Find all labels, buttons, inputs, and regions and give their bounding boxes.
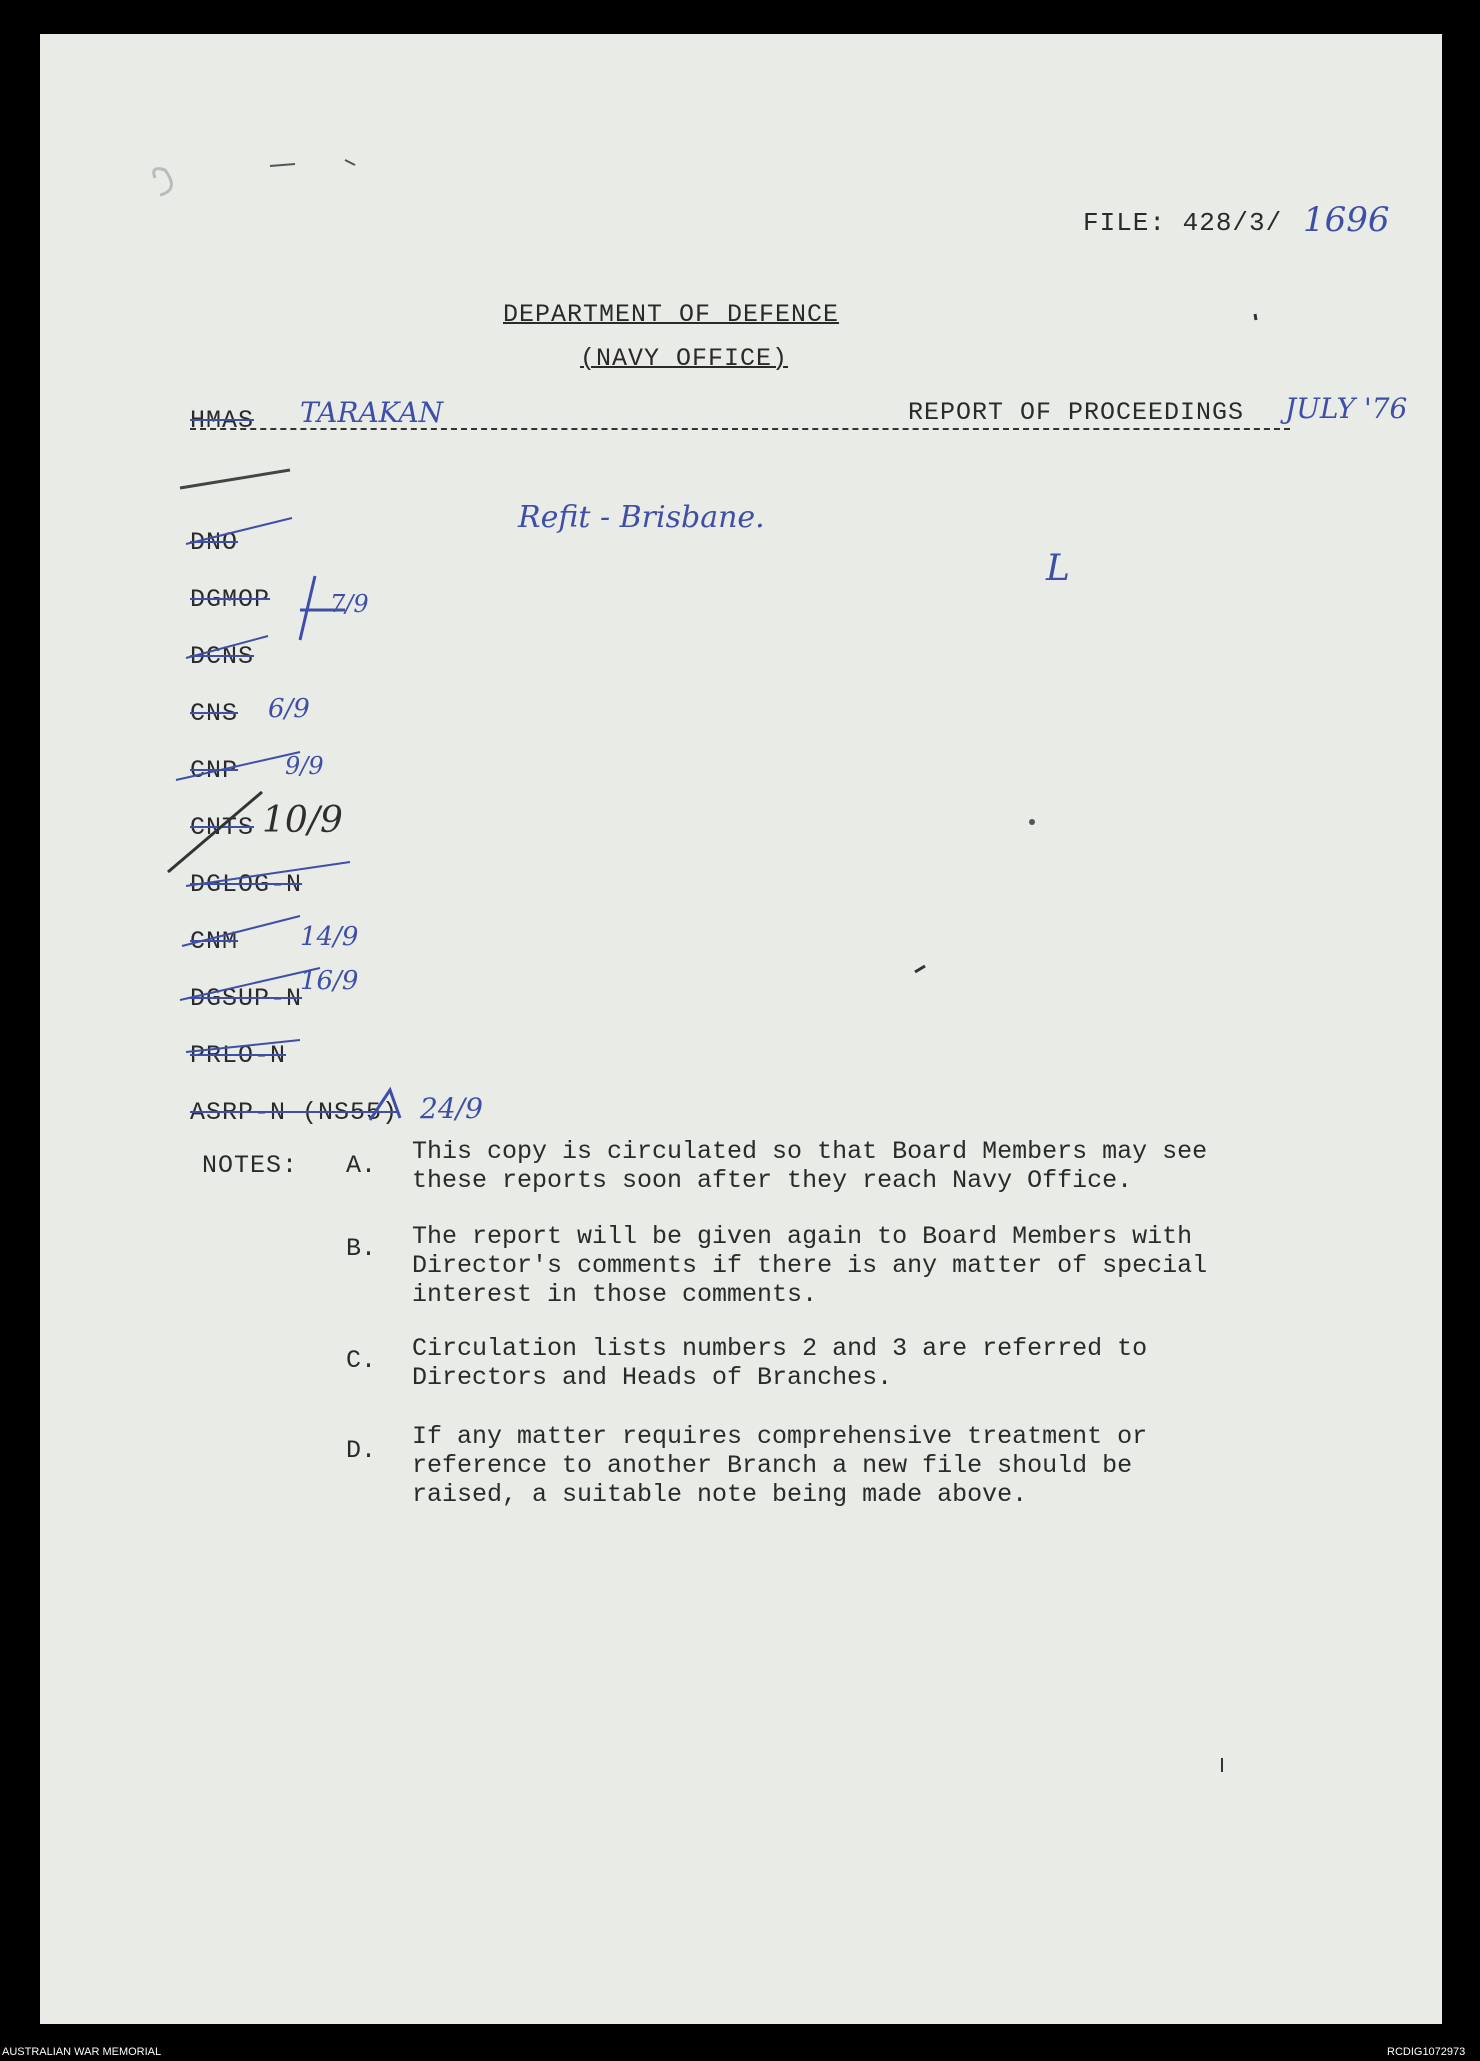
circulation-initial-dgmop: 7/9: [330, 590, 369, 618]
note-a-line-2: these reports soon after they reach Navy Office.: [412, 1166, 1133, 1195]
office-heading: (NAVY OFFICE): [580, 344, 789, 373]
notes-label: NOTES:: [202, 1151, 299, 1180]
circulation-item-cnp: CNP: [190, 756, 239, 785]
circulation-item-dgmop: DGMOP: [190, 585, 271, 614]
report-title: REPORT OF PROCEEDINGS: [908, 398, 1245, 427]
circulation-initial-asrp: 24/9: [420, 1092, 483, 1125]
note-letter-b: B.: [346, 1234, 377, 1263]
circulation-item-dglog: DGLOG-N: [190, 870, 303, 899]
department-heading: DEPARTMENT OF DEFENCE: [503, 300, 840, 329]
document-page: [40, 34, 1442, 2024]
circulation-initial-cns: 6/9: [268, 694, 310, 724]
circulation-item-prlo: PRLO-N: [190, 1041, 287, 1070]
circulation-item-dno: DNO: [190, 528, 239, 557]
refit-note-handwritten: Refit - Brisbane.: [518, 500, 765, 535]
circulation-initial-dgsup: 16/9: [300, 966, 359, 996]
note-letter-c: C.: [346, 1346, 377, 1375]
circulation-item-cnts: CNTS: [190, 813, 255, 842]
file-label: FILE: 428/3/: [1083, 208, 1283, 238]
note-b: [412, 1222, 1332, 1309]
note-d-line-2: reference to another Branch a new file should be: [412, 1451, 1133, 1480]
footer-record-id: RCDIG1072973: [1387, 2046, 1466, 2058]
file-number-handwritten: 1696: [1303, 200, 1390, 240]
note-c-line-2: Directors and Heads of Branches.: [412, 1363, 893, 1392]
note-letter-a: A.: [346, 1151, 377, 1180]
note-d-line-1: If any matter requires comprehensive treatment or: [412, 1422, 1148, 1451]
note-b-line-1: The report will be given again to Board Members with: [412, 1222, 1193, 1251]
note-letter-d: D.: [346, 1436, 377, 1465]
note-a-line-1: This copy is circulated so that Board Members may see: [412, 1137, 1208, 1166]
circulation-item-cns: CNS: [190, 699, 239, 728]
ship-prefix: HMAS: [190, 406, 255, 435]
footer-archive-label: AUSTRALIAN WAR MEMORIAL: [2, 2046, 162, 2058]
circulation-item-cnm: CNM: [190, 927, 239, 956]
note-d-line-3: raised, a suitable note being made above.: [412, 1480, 1028, 1509]
circulation-item-dcns: DCNS: [190, 642, 255, 671]
initial-handwritten: L: [1046, 548, 1070, 589]
ship-name-handwritten: TARAKAN: [300, 396, 444, 429]
report-period-handwritten: JULY '76: [1285, 392, 1408, 425]
circulation-item-asrp: ASRP-N (NS55): [190, 1098, 399, 1127]
note-b-line-3: interest in those comments.: [412, 1280, 818, 1309]
circulation-initial-cnp: 9/9: [285, 752, 324, 780]
note-d: [412, 1422, 1332, 1509]
circulation-initial-cnts: 10/9: [262, 800, 343, 841]
header-rule: [190, 428, 1290, 430]
circulation-item-dgsup: DGSUP-N: [190, 984, 303, 1013]
note-b-line-2: Director's comments if there is any matter of special: [412, 1251, 1208, 1280]
note-c: [412, 1334, 1332, 1392]
note-a: [412, 1137, 1332, 1195]
note-c-line-1: Circulation lists numbers 2 and 3 are referred to: [412, 1334, 1148, 1363]
circulation-initial-cnm: 14/9: [300, 922, 359, 952]
